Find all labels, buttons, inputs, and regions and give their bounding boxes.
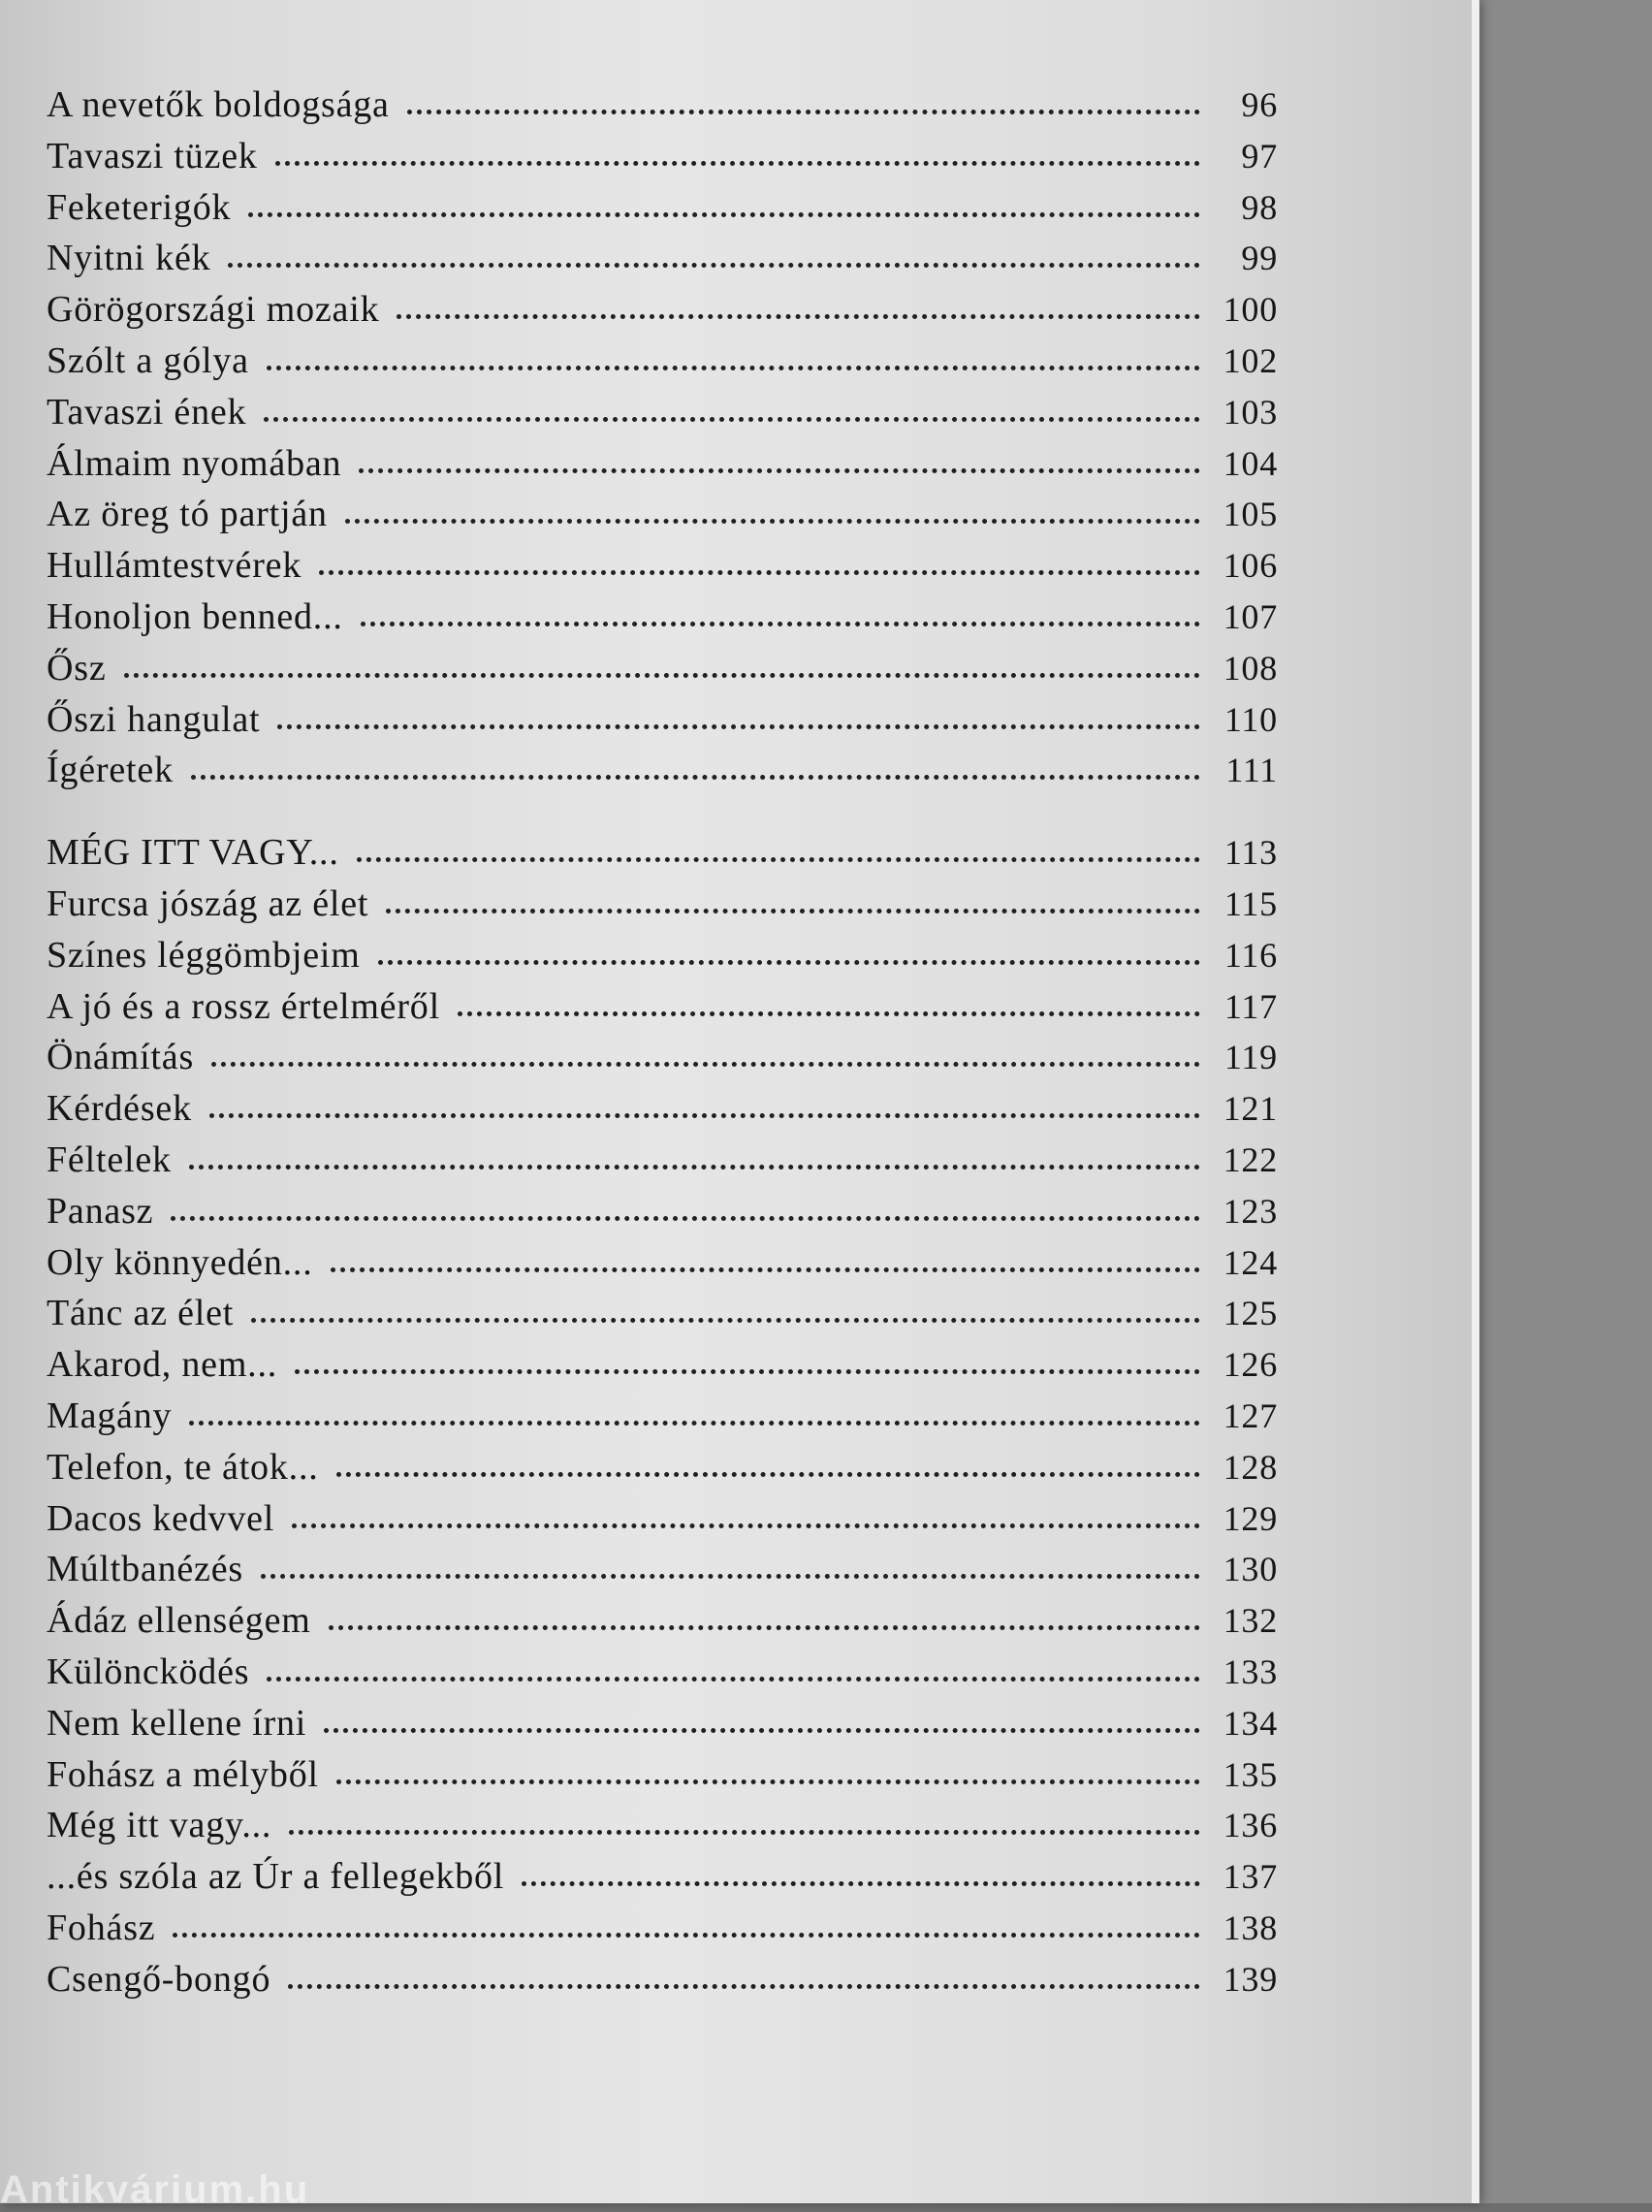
toc-entry-title: Panasz [47, 1190, 154, 1232]
toc-entry-title: Ősz [47, 647, 107, 689]
toc-entry [47, 985, 1278, 1037]
dot-leader [289, 1820, 1200, 1835]
toc-entry [47, 1087, 1278, 1138]
toc-entry [47, 544, 1278, 595]
toc-entry [47, 493, 1278, 544]
toc-entry-title: Nem kellene írni [47, 1702, 307, 1744]
dot-leader [359, 459, 1200, 473]
toc-entry-page: 97 [1241, 136, 1278, 176]
toc-entry-title: Görögországi mozaik [47, 289, 380, 331]
dot-leader [319, 561, 1200, 575]
toc-entry [47, 1190, 1278, 1241]
toc-entry-page: 136 [1223, 1806, 1278, 1845]
toc-entry-page: 96 [1241, 85, 1278, 124]
toc-entry-page: 121 [1223, 1089, 1278, 1129]
toc-entry-title: Még itt vagy... [47, 1805, 272, 1846]
toc-entry [47, 1241, 1278, 1293]
toc-entry-page: 132 [1223, 1601, 1278, 1641]
toc-entry-page: 133 [1223, 1651, 1278, 1691]
dot-leader [324, 1718, 1200, 1733]
toc-entry-title: Magány [47, 1395, 173, 1436]
toc-entry-title: Múltbanézés [47, 1549, 243, 1590]
toc-entry-page: 138 [1223, 1907, 1278, 1947]
toc-entry [47, 1958, 1278, 2009]
toc-entry-title: Álmaim nyomában [47, 442, 342, 484]
toc-entry [47, 1651, 1278, 1702]
dot-leader [336, 1770, 1200, 1784]
toc-entry [47, 1855, 1278, 1907]
toc-entry [47, 288, 1278, 339]
dot-leader [173, 1923, 1200, 1938]
toc-entry-page: 113 [1223, 833, 1278, 873]
dot-leader [397, 305, 1200, 319]
toc-entry-page: 115 [1223, 883, 1278, 923]
toc-entry [47, 1907, 1278, 1958]
toc-entry-page: 126 [1223, 1345, 1278, 1385]
dot-leader [458, 1002, 1200, 1016]
watermark: Antikvárium.hu [0, 2168, 310, 2211]
dot-leader [295, 1360, 1200, 1374]
toc-entry [47, 1497, 1278, 1549]
dot-leader [361, 612, 1200, 626]
toc-entry [47, 1753, 1278, 1805]
dot-leader [292, 1514, 1200, 1528]
toc-entry-page: 116 [1223, 935, 1278, 975]
toc-entry-title: Nyitni kék [47, 238, 211, 279]
toc-entry [47, 339, 1278, 391]
toc-entry [47, 698, 1278, 750]
toc-entry-title: MÉG ITT VAGY... [47, 832, 339, 874]
dot-leader [407, 100, 1200, 114]
toc-entry [47, 934, 1278, 985]
toc-entry-title: Csengő-bongó [47, 1958, 271, 2000]
section-gap [47, 800, 1278, 831]
toc-entry [47, 1138, 1278, 1190]
dot-leader [522, 1872, 1200, 1886]
toc-entry-page: 105 [1223, 495, 1278, 534]
toc-entry [47, 1599, 1278, 1651]
toc-entry [47, 1036, 1278, 1087]
toc-entry-page: 122 [1223, 1139, 1278, 1179]
toc-entry-title: Szólt a gólya [47, 339, 249, 381]
toc-entry-title: Őszi hangulat [47, 698, 261, 740]
toc-entry-title: Tánc az élet [47, 1293, 235, 1334]
toc-entry-page: 98 [1241, 187, 1278, 227]
toc-entry-title: Honoljon benned... [47, 595, 343, 637]
toc-entry [47, 1702, 1278, 1753]
toc-entry-page: 125 [1223, 1294, 1278, 1333]
toc-entry [47, 595, 1278, 647]
toc-entry-page: 130 [1223, 1550, 1278, 1589]
toc-entry-title: Fohász a mélyből [47, 1753, 319, 1795]
toc-entry-page: 99 [1241, 239, 1278, 278]
table-of-contents [47, 83, 1278, 2008]
dot-leader [386, 899, 1200, 914]
toc-entry [47, 1548, 1278, 1599]
toc-entry-title: Kérdések [47, 1088, 192, 1130]
toc-entry-page: 127 [1223, 1395, 1278, 1435]
dot-leader [124, 663, 1201, 678]
dot-leader [288, 1974, 1200, 1989]
toc-entry [47, 1343, 1278, 1395]
dot-leader [357, 848, 1200, 862]
toc-entry-title: Az öreg tó partján [47, 494, 328, 535]
toc-entry-title: Feketerigók [47, 186, 232, 228]
dot-leader [336, 1462, 1200, 1477]
toc-entry-title: Dacos kedvvel [47, 1497, 275, 1539]
dot-leader [267, 1667, 1200, 1682]
dot-leader [267, 356, 1200, 370]
toc-entry [47, 186, 1278, 238]
toc-entry-title: Féltelek [47, 1138, 172, 1180]
toc-entry [47, 237, 1278, 288]
toc-entry-title: Ádáz ellenségem [47, 1600, 311, 1642]
toc-entry-page: 123 [1223, 1191, 1278, 1231]
toc-entry [47, 1804, 1278, 1855]
toc-entry-title: Oly könnyedén... [47, 1241, 313, 1283]
toc-entry-page: 111 [1225, 751, 1278, 790]
dot-leader [248, 203, 1200, 217]
dot-leader [264, 407, 1200, 422]
toc-entry [47, 391, 1278, 442]
toc-entry-title: Fohász [47, 1907, 156, 1948]
dot-leader [228, 253, 1200, 268]
toc-entry-page: 107 [1223, 596, 1278, 636]
toc-entry [47, 1292, 1278, 1343]
toc-entry-page: 110 [1223, 699, 1278, 739]
background-surface [1454, 0, 1652, 2203]
toc-section-heading [47, 831, 1278, 882]
toc-entry-page: 124 [1223, 1242, 1278, 1282]
toc-entry [47, 83, 1278, 135]
toc-entry-page: 106 [1223, 546, 1278, 586]
toc-entry-title: Önámítás [47, 1037, 195, 1078]
toc-entry-page: 139 [1223, 1959, 1278, 1999]
dot-leader [275, 151, 1200, 166]
toc-entry-title: Különcködés [47, 1651, 250, 1692]
dot-leader [191, 765, 1200, 780]
toc-entry-title: Tavaszi tüzek [47, 135, 258, 176]
toc-entry-page: 134 [1223, 1703, 1278, 1743]
toc-entry-page: 102 [1223, 340, 1278, 380]
toc-entry-title: ...és szóla az Úr a fellegekből [47, 1856, 505, 1898]
toc-entry [47, 882, 1278, 934]
toc-entry-page: 108 [1223, 648, 1278, 688]
toc-entry-page: 119 [1223, 1038, 1278, 1077]
dot-leader [189, 1411, 1200, 1426]
dot-leader [209, 1104, 1200, 1118]
toc-entry [47, 1395, 1278, 1446]
toc-entry-title: Akarod, nem... [47, 1344, 278, 1386]
toc-entry [47, 1446, 1278, 1497]
dot-leader [189, 1155, 1200, 1170]
toc-entry-title: Színes léggömbjeim [47, 934, 361, 976]
toc-entry-page: 137 [1223, 1857, 1278, 1897]
dot-leader [211, 1052, 1200, 1067]
dot-leader [378, 950, 1200, 965]
toc-entry-page: 100 [1223, 290, 1278, 330]
toc-entry [47, 135, 1278, 186]
page-edge [1472, 0, 1479, 2203]
toc-entry-page: 128 [1223, 1447, 1278, 1487]
toc-entry-title: A jó és a rossz értelméről [47, 985, 440, 1027]
dot-leader [329, 1616, 1200, 1630]
toc-entry [47, 442, 1278, 494]
toc-entry-title: Furcsa jószág az élet [47, 882, 369, 924]
dot-leader [277, 715, 1200, 729]
toc-entry-title: A nevetők boldogsága [47, 84, 390, 125]
dot-leader [251, 1308, 1200, 1323]
toc-entry-page: 129 [1223, 1498, 1278, 1538]
dot-leader [345, 509, 1200, 524]
toc-entry-page: 103 [1223, 392, 1278, 432]
toc-entry [47, 749, 1278, 800]
toc-entry-page: 135 [1223, 1754, 1278, 1794]
toc-entry-title: Telefon, te átok... [47, 1446, 319, 1488]
toc-entry-title: Hullámtestvérek [47, 545, 302, 587]
dot-leader [171, 1206, 1200, 1221]
toc-entry-page: 104 [1223, 443, 1278, 483]
toc-entry-page: 117 [1223, 986, 1278, 1026]
toc-entry [47, 647, 1278, 698]
dot-leader [261, 1564, 1200, 1579]
toc-entry-title: Tavaszi ének [47, 391, 247, 433]
toc-entry-title: Ígéretek [47, 750, 174, 791]
dot-leader [331, 1258, 1200, 1272]
